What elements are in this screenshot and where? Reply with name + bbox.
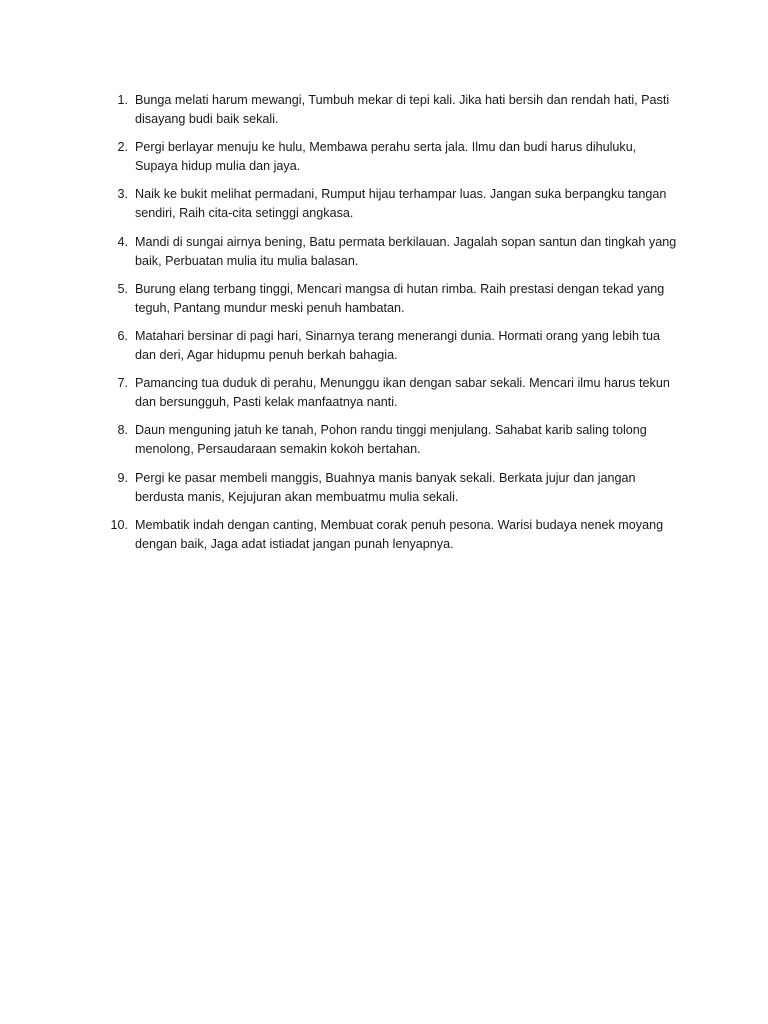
list-item	[102, 233, 682, 271]
list-item-text: Pergi ke pasar membeli manggis, Buahnya manis banyak sekali. Berkata jujur dan jangan berdusta manis, Kejujuran akan membuatmu mulia sekali.	[135, 470, 636, 504]
list-item	[102, 138, 682, 176]
list-item-text: Matahari bersinar di pagi hari, Sinarnya terang menerangi dunia. Hormati orang yang lebih tua dan deri, Agar hidupmu penuh berkah bahagia.	[135, 328, 661, 362]
list-item-number: 2.	[117, 140, 128, 155]
list-item-text: Bunga melati harum mewangi, Tumbuh mekar di tepi kali. Jika hati bersih dan rendah hati, Pasti disayang budi baik sekali.	[135, 93, 670, 126]
list-item-text: Mandi di sungai airnya bening, Batu permata berkilauan. Jagalah sopan santun dan tingkah yang baik, Perbuatan mulia itu mulia balasan.	[135, 234, 677, 268]
list-item	[102, 421, 682, 459]
list-item	[102, 469, 682, 507]
list-item-number: 9.	[117, 470, 128, 485]
list-item	[102, 280, 682, 318]
list-item-text: Burung elang terbang tinggi, Mencari mangsa di hutan rimba. Raih prestasi dengan tekad yang teguh, Pantang mundur meski penuh hambatan.	[135, 281, 665, 315]
list-item-text: Membatik indah dengan canting, Membuat corak penuh pesona. Warisi budaya nenek moyang dengan baik, Jaga adat istiadat jangan punah lenyapnya.	[135, 517, 664, 551]
list-item-number: 7.	[117, 376, 128, 391]
list-item	[102, 185, 682, 223]
list-item-number: 6.	[117, 328, 128, 343]
list-item	[102, 516, 682, 554]
list-item-number: 10.	[110, 517, 128, 532]
list-item	[102, 91, 682, 129]
list-item-number: 8.	[117, 423, 128, 438]
list-item-text: Pamancing tua duduk di perahu, Menunggu ikan dengan sabar sekali. Mencari ilmu harus tekun dan bersungguh, Pasti kelak manfaatnya nanti.	[135, 376, 670, 410]
list-item-text: Pergi berlayar menuju ke hulu, Membawa perahu serta jala. Ilmu dan budi harus dihuluku, Supaya hidup mulia dan jaya.	[135, 140, 637, 174]
list-item-number: 5.	[117, 281, 128, 296]
pantun-list	[102, 91, 682, 563]
list-item-number: 4.	[117, 234, 128, 249]
list-item-text: Daun menguning jatuh ke tanah, Pohon randu tinggi menjulang. Sahabat karib saling tolong menolong, Persaudaraan semakin kokoh bertahan.	[135, 423, 647, 457]
list-item	[102, 327, 682, 365]
list-item-text: Naik ke bukit melihat permadani, Rumput hijau terhampar luas. Jangan suka berpangku tangan sendiri, Raih cita-cita setinggi angkasa.	[135, 187, 667, 221]
list-item-number: 1.	[117, 93, 128, 107]
list-item-number: 3.	[117, 187, 128, 202]
list-item	[102, 374, 682, 412]
